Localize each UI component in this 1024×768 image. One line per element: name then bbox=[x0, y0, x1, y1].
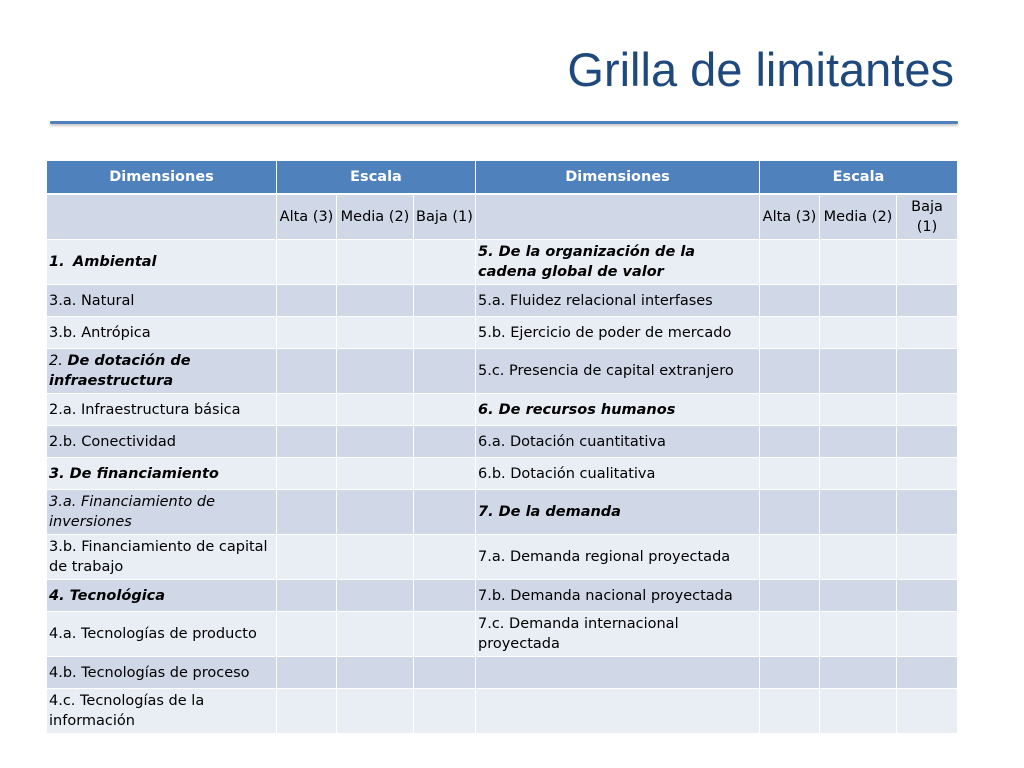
header-scale-right: Escala bbox=[760, 160, 958, 194]
cell bbox=[760, 426, 820, 458]
header-scale-left: Escala bbox=[277, 160, 476, 194]
cell bbox=[337, 535, 414, 580]
cell bbox=[277, 458, 337, 490]
cell bbox=[277, 612, 337, 657]
cell bbox=[414, 657, 476, 689]
list-number: 1. bbox=[49, 254, 65, 270]
header-row bbox=[47, 160, 958, 194]
cell bbox=[277, 285, 337, 317]
cell bbox=[476, 194, 760, 240]
cell bbox=[337, 458, 414, 490]
dimension-label: 3.a. Financiamiento de inversiones bbox=[47, 490, 277, 535]
cell bbox=[820, 394, 897, 426]
cell bbox=[897, 689, 958, 734]
cell bbox=[897, 394, 958, 426]
cell bbox=[337, 689, 414, 734]
cell bbox=[277, 426, 337, 458]
limitations-grid bbox=[46, 159, 958, 734]
dimension-label: Ambiental bbox=[73, 254, 157, 270]
title-underline bbox=[50, 121, 958, 124]
table-row bbox=[47, 240, 958, 285]
cell bbox=[897, 535, 958, 580]
dimension-label: 5.b. Ejercicio de poder de mercado bbox=[476, 317, 760, 349]
table-row bbox=[47, 580, 958, 612]
cell bbox=[897, 349, 958, 394]
dimension-cell bbox=[47, 240, 277, 285]
dimension-label: 7.b. Demanda nacional proyectada bbox=[476, 580, 760, 612]
cell bbox=[337, 580, 414, 612]
scale-medium-left: Media (2) bbox=[337, 194, 414, 240]
cell bbox=[414, 535, 476, 580]
dimension-label: 3.b. Financiamiento de capital de trabajo bbox=[47, 535, 277, 580]
cell bbox=[820, 490, 897, 535]
cell bbox=[820, 426, 897, 458]
header-dimensions-left: Dimensiones bbox=[47, 160, 277, 194]
cell bbox=[277, 535, 337, 580]
cell bbox=[337, 317, 414, 349]
dimension-label: 7. De la demanda bbox=[476, 490, 760, 535]
table-row bbox=[47, 285, 958, 317]
dimension-label: 5. De la organización de la cadena global de valor bbox=[476, 240, 760, 285]
cell bbox=[760, 285, 820, 317]
cell bbox=[337, 394, 414, 426]
cell bbox=[277, 580, 337, 612]
cell bbox=[47, 194, 277, 240]
slide-title: Grilla de limitantes bbox=[567, 43, 954, 96]
cell bbox=[337, 490, 414, 535]
cell bbox=[760, 580, 820, 612]
table-row bbox=[47, 349, 958, 394]
cell bbox=[760, 394, 820, 426]
cell bbox=[414, 285, 476, 317]
dimension-label: De dotación de infraestructura bbox=[49, 353, 191, 389]
cell bbox=[897, 317, 958, 349]
cell bbox=[414, 689, 476, 734]
cell bbox=[897, 490, 958, 535]
cell bbox=[277, 490, 337, 535]
cell bbox=[760, 349, 820, 394]
cell bbox=[760, 240, 820, 285]
table-row bbox=[47, 535, 958, 580]
cell bbox=[414, 317, 476, 349]
cell bbox=[337, 285, 414, 317]
dimension-label: 2.b. Conectividad bbox=[47, 426, 277, 458]
cell bbox=[277, 657, 337, 689]
scale-high-left: Alta (3) bbox=[277, 194, 337, 240]
dimension-label: 6.b. Dotación cualitativa bbox=[476, 458, 760, 490]
cell bbox=[820, 580, 897, 612]
cell bbox=[414, 349, 476, 394]
dimension-cell bbox=[47, 349, 277, 394]
cell bbox=[820, 349, 897, 394]
scale-high-right: Alta (3) bbox=[760, 194, 820, 240]
dimension-label: 7.a. Demanda regional proyectada bbox=[476, 535, 760, 580]
cell bbox=[337, 349, 414, 394]
scale-low-left: Baja (1) bbox=[414, 194, 476, 240]
cell bbox=[897, 285, 958, 317]
cell bbox=[414, 426, 476, 458]
dimension-label: 5.a. Fluidez relacional interfases bbox=[476, 285, 760, 317]
cell bbox=[414, 240, 476, 285]
scale-medium-right: Media (2) bbox=[820, 194, 897, 240]
cell bbox=[897, 612, 958, 657]
table-row bbox=[47, 394, 958, 426]
cell bbox=[760, 317, 820, 349]
dimension-label bbox=[476, 657, 760, 689]
scale-label-row bbox=[47, 194, 958, 240]
scale-low-right: Baja (1) bbox=[897, 194, 958, 240]
cell bbox=[897, 657, 958, 689]
cell bbox=[897, 240, 958, 285]
cell bbox=[897, 458, 958, 490]
cell bbox=[414, 612, 476, 657]
dimension-label: 4.c. Tecnologías de la información bbox=[47, 689, 277, 734]
cell bbox=[820, 657, 897, 689]
cell bbox=[897, 580, 958, 612]
dimension-label bbox=[476, 689, 760, 734]
dimension-label: 3. De financiamiento bbox=[47, 458, 277, 490]
cell bbox=[820, 612, 897, 657]
dimension-label: 4.b. Tecnologías de proceso bbox=[47, 657, 277, 689]
table-row bbox=[47, 426, 958, 458]
cell bbox=[414, 458, 476, 490]
cell bbox=[414, 490, 476, 535]
list-number: 2. bbox=[49, 353, 63, 369]
cell bbox=[414, 580, 476, 612]
dimension-label: 4. Tecnológica bbox=[47, 580, 277, 612]
dimension-label: 3.b. Antrópica bbox=[47, 317, 277, 349]
dimension-label: 4.a. Tecnologías de producto bbox=[47, 612, 277, 657]
table-row bbox=[47, 317, 958, 349]
dimension-label: 5.c. Presencia de capital extranjero bbox=[476, 349, 760, 394]
cell bbox=[277, 349, 337, 394]
cell bbox=[760, 458, 820, 490]
cell bbox=[277, 317, 337, 349]
cell bbox=[760, 689, 820, 734]
cell bbox=[337, 240, 414, 285]
cell bbox=[897, 426, 958, 458]
table-row bbox=[47, 458, 958, 490]
cell bbox=[277, 240, 337, 285]
cell bbox=[760, 490, 820, 535]
cell bbox=[414, 394, 476, 426]
cell bbox=[337, 426, 414, 458]
table-row bbox=[47, 657, 958, 689]
table-row bbox=[47, 689, 958, 734]
cell bbox=[820, 689, 897, 734]
dimension-label: 7.c. Demanda internacional proyectada bbox=[476, 612, 760, 657]
table-row bbox=[47, 490, 958, 535]
cell bbox=[760, 535, 820, 580]
cell bbox=[337, 657, 414, 689]
dimension-label: 3.a. Natural bbox=[47, 285, 277, 317]
cell bbox=[820, 317, 897, 349]
cell bbox=[277, 394, 337, 426]
cell bbox=[337, 612, 414, 657]
dimension-label: 6. De recursos humanos bbox=[476, 394, 760, 426]
cell bbox=[820, 285, 897, 317]
cell bbox=[760, 657, 820, 689]
cell bbox=[760, 612, 820, 657]
cell bbox=[820, 535, 897, 580]
table-row bbox=[47, 612, 958, 657]
cell bbox=[820, 240, 897, 285]
cell bbox=[820, 458, 897, 490]
dimension-label: 6.a. Dotación cuantitativa bbox=[476, 426, 760, 458]
dimension-label: 2.a. Infraestructura básica bbox=[47, 394, 277, 426]
cell bbox=[277, 689, 337, 734]
header-dimensions-right: Dimensiones bbox=[476, 160, 760, 194]
